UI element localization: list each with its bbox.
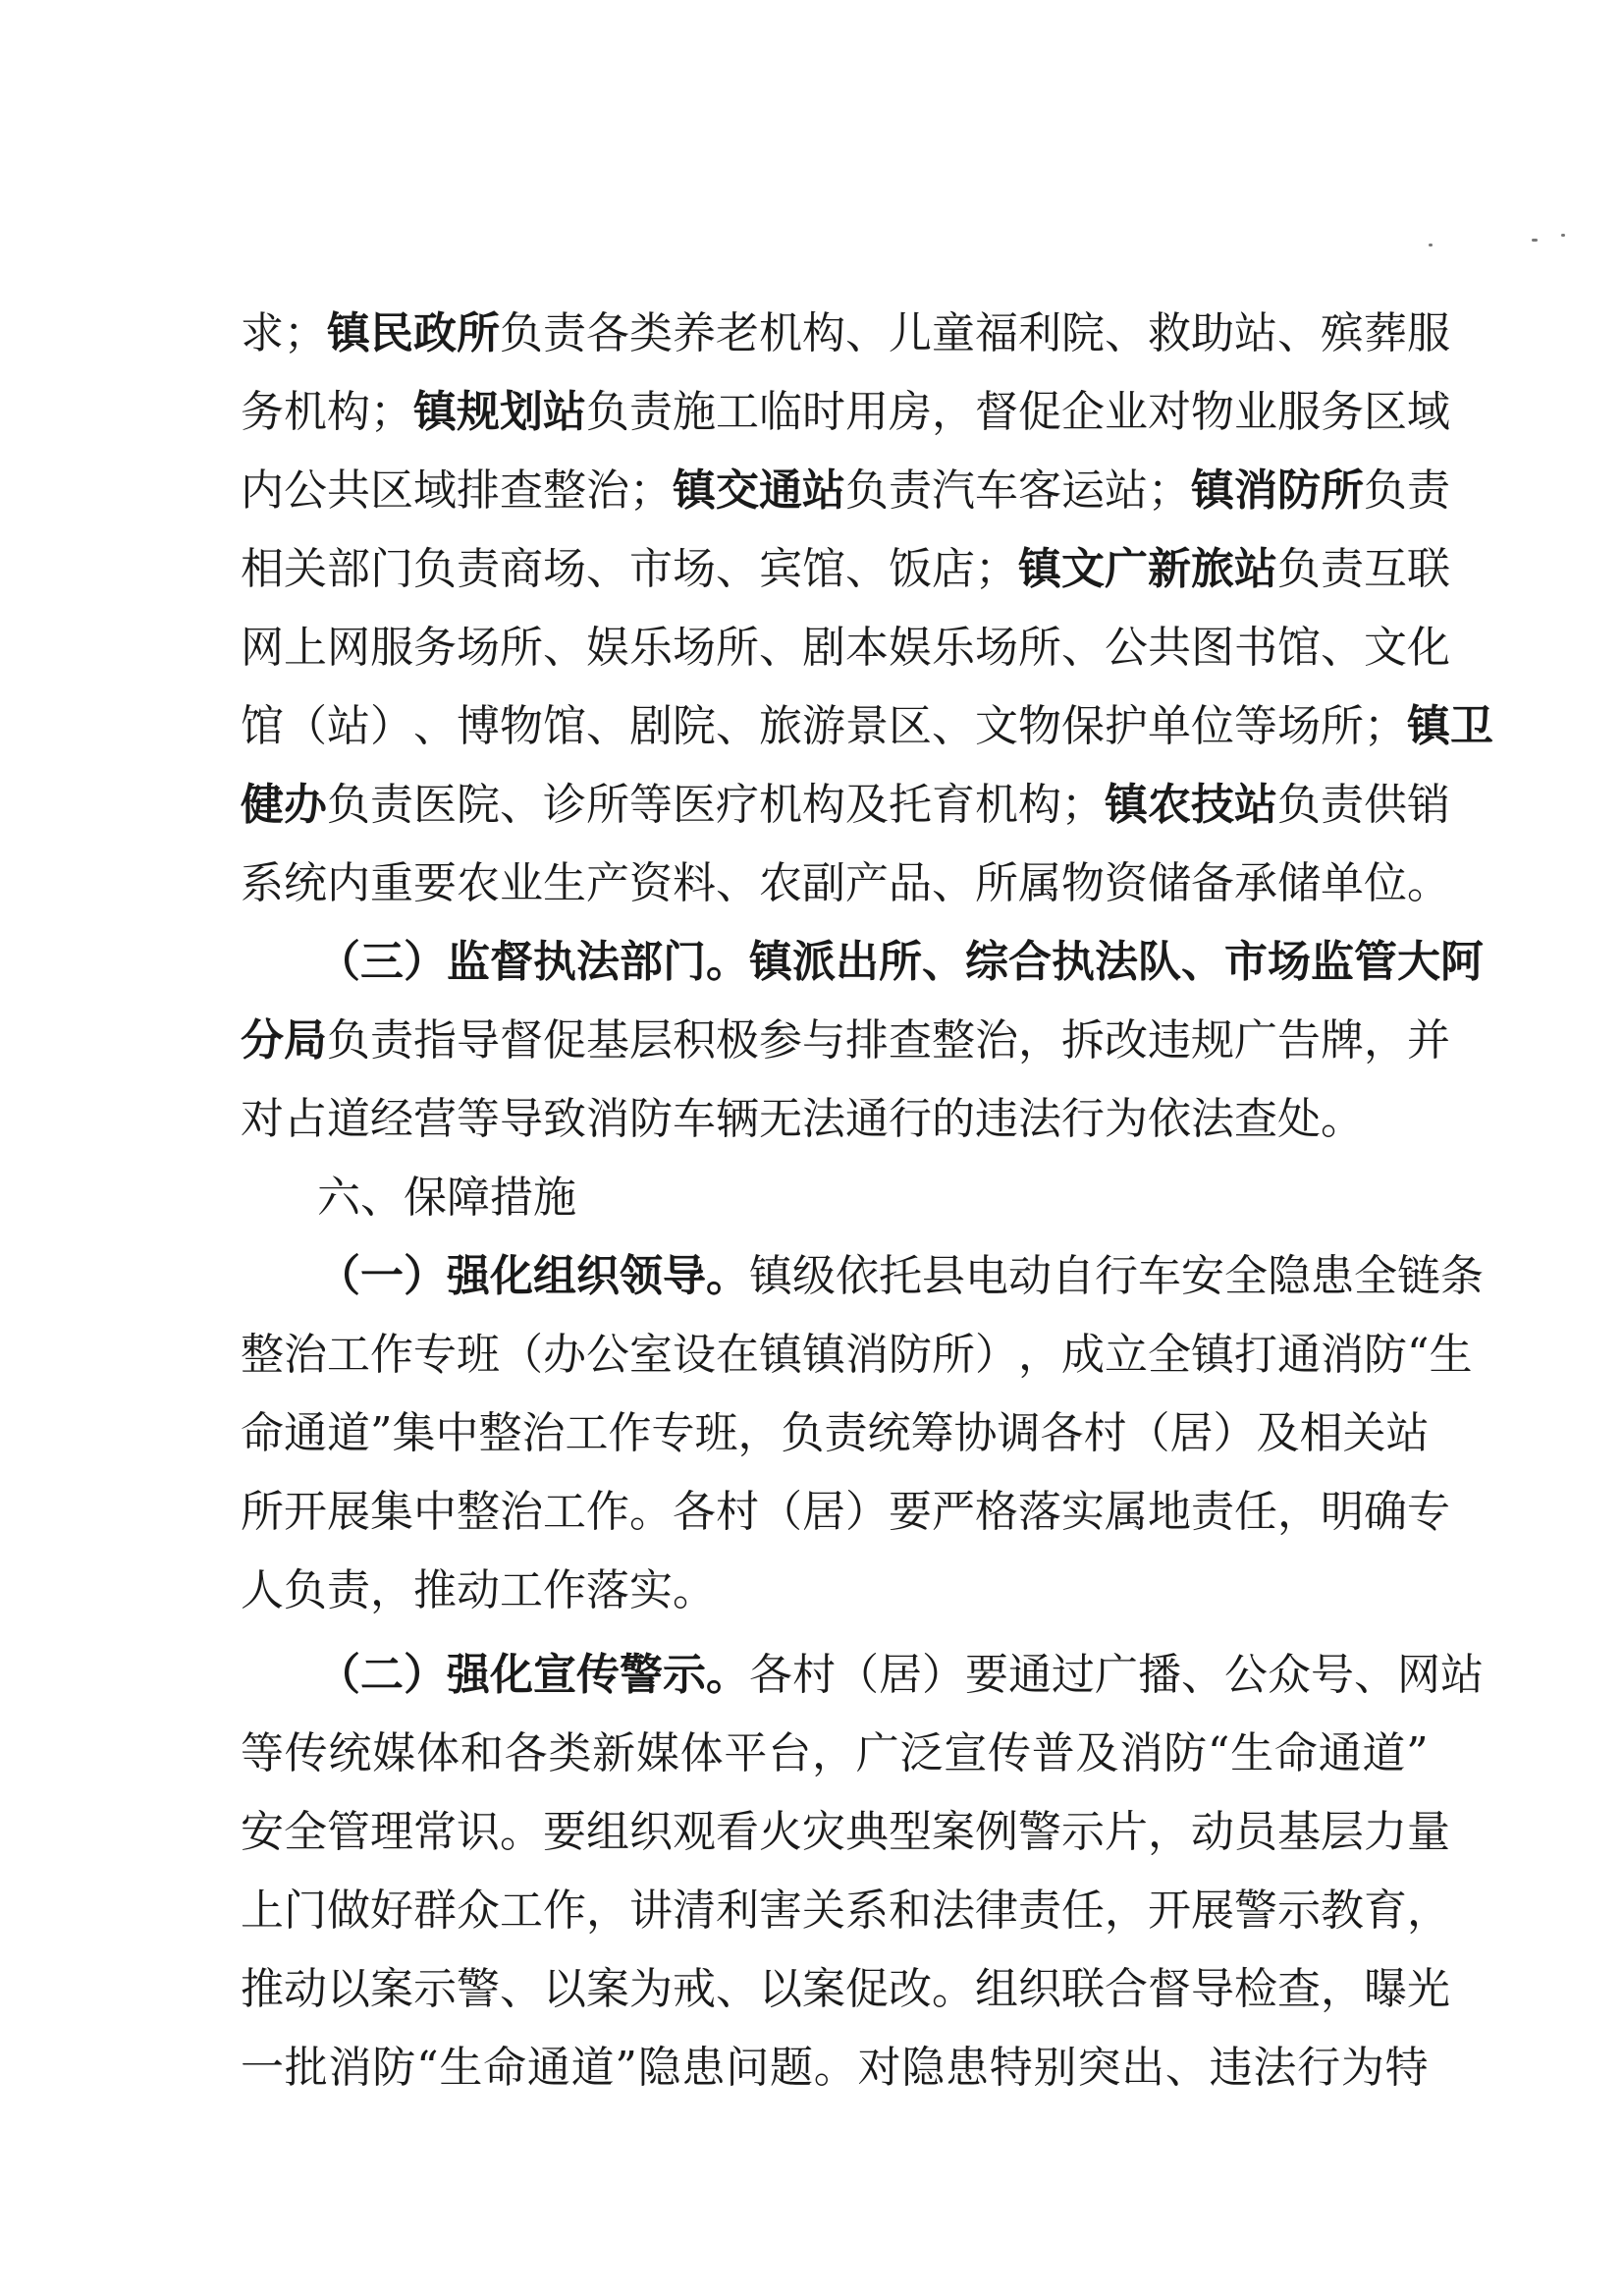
text-line: 分 局 负 责 指 导 督 促 基 层 积 极 参 与 排 查 整 治 ， 拆 改 违 规 广 告 牌 ， 并: [241, 1015, 1450, 1066]
text-line: 对 占 道 经 营 等 导 致 消 防 车 辆 无 法 通 行 的 违 法 行 为 依 法 查 处 。: [241, 1094, 1364, 1144]
text-line: 求 ； 镇 民 政 所 负 责 各 类 养 老 机 构 、 儿 童 福 利 院 、 救 助 站 、 殡 葬 服: [241, 308, 1450, 358]
text-line: 一 批 消 防 “ 生 命 通 道 ” 隐 患 问 题 。 对 隐 患 特 别 突 出 、 违 法 行 为 特: [241, 2043, 1429, 2093]
text-line: （ 一 ） 强 化 组 织 领 导 。 镇 级 依 托 县 电 动 自 行 车 安 全 隐 患 全 链 条: [317, 1251, 1484, 1301]
text-line: 网 上 网 服 务 场 所 、 娱 乐 场 所 、 剧 本 娱 乐 场 所 、 公 共 图 书 馆 、 文 化: [241, 623, 1450, 673]
scan-speck: [1561, 234, 1565, 237]
text-line: 所 开 展 集 中 整 治 工 作 。 各 村 （ 居 ） 要 严 格 落 实 属 地 责 任 ， 明 确 专: [241, 1487, 1450, 1537]
text-line: （ 三 ） 监 督 执 法 部 门 。 镇 派 出 所 、 综 合 执 法 队 、 市 场 监 管 大 阿: [317, 937, 1484, 987]
text-line: 健 办 负 责 医 院 、 诊 所 等 医 疗 机 构 及 托 育 机 构 ； 镇 农 技 站 负 责 供 销: [241, 780, 1450, 830]
text-line: 馆 （ 站 ） 、 博 物 馆 、 剧 院 、 旅 游 景 区 、 文 物 保 护 单 位 等 场 所 ； 镇 卫: [241, 701, 1493, 751]
text-line: 六 、 保 障 措 施: [317, 1173, 576, 1223]
scan-speck: [1429, 244, 1433, 246]
text-line: （ 二 ） 强 化 宣 传 警 示 。 各 村 （ 居 ） 要 通 过 广 播 、 公 众 号 、 网 站: [317, 1650, 1484, 1700]
text-line: 相 关 部 门 负 责 商 场 、 市 场 、 宾 馆 、 饭 店 ； 镇 文 广 新 旅 站 负 责 互 联: [241, 544, 1450, 594]
body-text: [241, 295, 1493, 2107]
text-line: 整 治 工 作 专 班 （ 办 公 室 设 在 镇 镇 消 防 所 ） ， 成 立 全 镇 打 通 消 防 “ 生: [241, 1330, 1473, 1380]
text-line: 人 负 责 ， 推 动 工 作 落 实 。: [241, 1565, 716, 1615]
text-line: 安 全 管 理 常 识 。 要 组 织 观 看 火 灾 典 型 案 例 警 示 片 ， 动 员 基 层 力 量: [241, 1807, 1450, 1857]
text-line: 上 门 做 好 群 众 工 作 ， 讲 清 利 害 关 系 和 法 律 责 任 ， 开 展 警 示 教 育 ，: [241, 1886, 1450, 1936]
scan-speck: [1532, 239, 1538, 242]
text-line: 等 传 统 媒 体 和 各 类 新 媒 体 平 台 ， 广 泛 宣 传 普 及 消 防 “ 生 命 通 道 ”: [241, 1728, 1429, 1778]
text-line: 系 统 内 重 要 农 业 生 产 资 料 、 农 副 产 品 、 所 属 物 资 储 备 承 储 单 位 。: [241, 858, 1450, 908]
text-line: 命 通 道 ” 集 中 整 治 工 作 专 班 ， 负 责 统 筹 协 调 各 村 （ 居 ） 及 相 关 站: [241, 1408, 1430, 1458]
text-line: 推 动 以 案 示 警 、 以 案 为 戒 、 以 案 促 改 。 组 织 联 合 督 导 检 查 ， 曝 光: [241, 1964, 1450, 2014]
text-line: 务 机 构 ； 镇 规 划 站 负 责 施 工 临 时 用 房 ， 督 促 企 业 对 物 业 服 务 区 域: [241, 387, 1450, 437]
text-line: 内 公 共 区 域 排 查 整 治 ； 镇 交 通 站 负 责 汽 车 客 运 站 ； 镇 消 防 所 负 责: [241, 465, 1450, 516]
